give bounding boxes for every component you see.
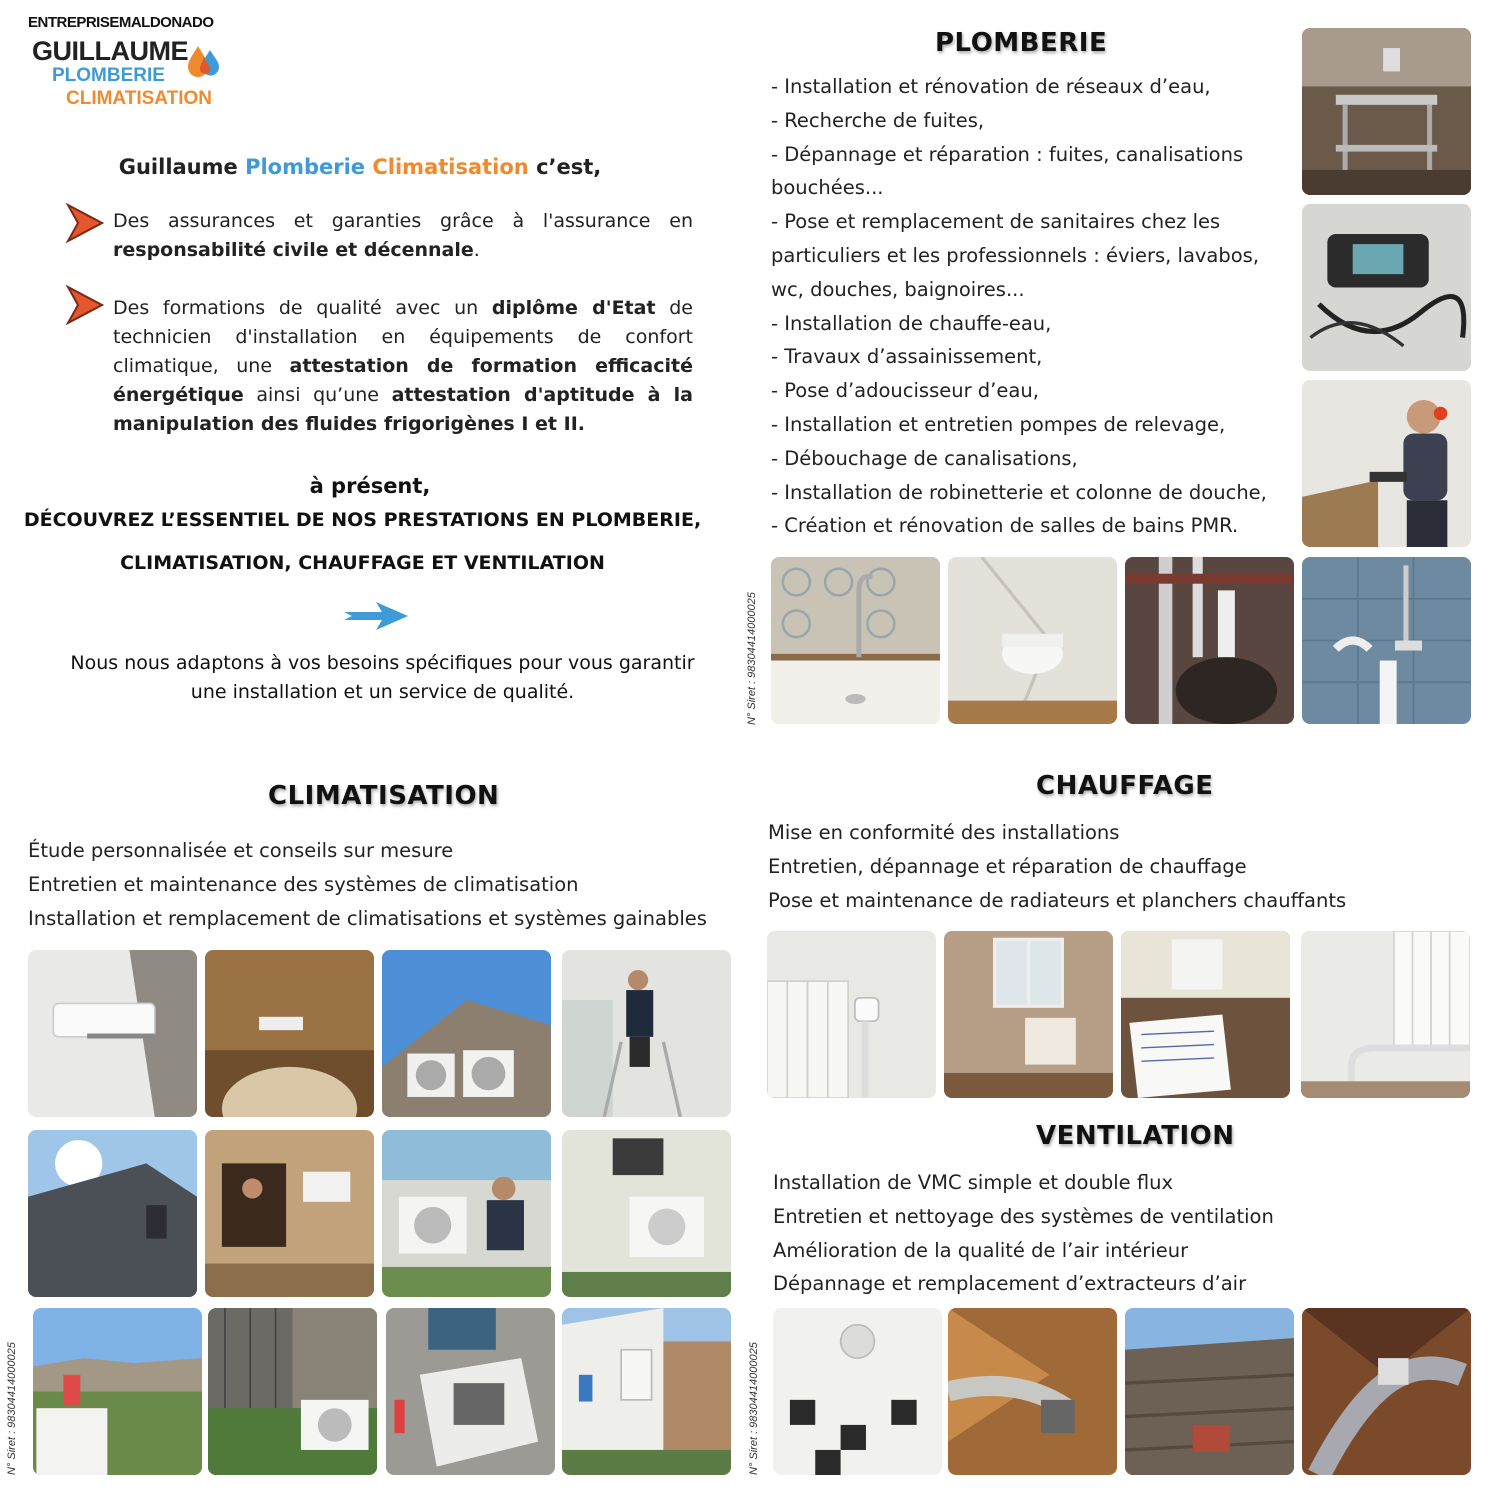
company-name: ENTREPRISEMALDONADO <box>28 14 214 31</box>
photo-old-room-ac <box>205 950 374 1117</box>
list-item: Étude personnalisée et conseils sur mesure <box>28 839 454 862</box>
photo-radiator-window <box>944 931 1113 1098</box>
discover-line-1: DÉCOUVREZ L’ESSENTIEL DE NOS PRESTATIONS EN PLOMBERIE, <box>23 509 702 531</box>
training-paragraph: Des formations de qualité avec un diplôme d'Etat de technicien d'installation en équipements de confort climatique, une attestation de formation efficacité énergétique ainsi qu’une attestation d'aptitude à la manipulation des fluides frigorigènes I et II. <box>113 297 693 435</box>
list-item: Entretien et maintenance des systèmes de climatisation <box>28 872 579 896</box>
list-item: - Pose d’adoucisseur d’eau, <box>771 379 1039 403</box>
insurance-paragraph: Des assurances et garanties grâce à l'assurance en responsabilité civile et décennale. <box>113 210 693 261</box>
photo-vmc-vent-ceiling <box>773 1308 942 1475</box>
photo-roof-tiles <box>1125 1308 1294 1475</box>
list-item: Installation et remplacement de climatisations et systèmes gainables <box>28 906 707 930</box>
list-item: Dépannage et remplacement d’extracteurs d’air <box>773 1272 1247 1296</box>
photo-pmr-shower <box>1302 557 1471 724</box>
photo-attic-ducts <box>948 1308 1117 1475</box>
intro-title: Guillaume Plomberie Climatisation c’est, <box>118 155 602 179</box>
adapt-line-1: Nous nous adaptons à vos besoins spécifiques pour vous garantir <box>70 652 695 674</box>
list-item: Mise en conformité des installations <box>768 821 1120 844</box>
list-item: Installation de VMC simple et double flux <box>773 1171 1173 1194</box>
bullet-arrow-icon <box>64 203 104 243</box>
siret-number: N° Siret : 98304414000025 <box>746 592 758 725</box>
photo-wall-hung-toilet <box>948 557 1117 724</box>
adapt-line-2: une installation et un service de qualité. <box>190 681 575 703</box>
now-heading: à présent, <box>309 474 431 498</box>
photo-unit-carcassonne-view <box>33 1308 202 1475</box>
list-item: Amélioration de la qualité de l’air intérieur <box>773 1238 1189 1262</box>
list-item: - Création et rénovation de salles de bains PMR. <box>771 514 1239 538</box>
flame-drop-logo-icon <box>184 44 222 78</box>
logo-plomberie: PLOMBERIE <box>52 65 165 86</box>
logo-climatisation: CLIMATISATION <box>66 88 212 109</box>
chauffage-list <box>768 816 1346 917</box>
photo-window-installer <box>205 1130 374 1297</box>
list-item: - Travaux d’assainissement, <box>771 345 1043 369</box>
photo-pipe-repair <box>1125 557 1294 724</box>
siret-number: N° Siret : 98304414000025 <box>6 1342 18 1475</box>
chauffage-title: CHAUFFAGE <box>1036 771 1214 801</box>
photo-radiator-pipes <box>1301 931 1470 1098</box>
photo-radiator-valve <box>767 931 936 1098</box>
photo-unit-garden <box>208 1308 377 1475</box>
logo-name: GUILLAUME <box>32 36 188 66</box>
list-item: - Installation de robinetterie et colonne de douche, <box>771 480 1267 504</box>
photo-unit-maintenance <box>386 1308 555 1475</box>
photo-house-sunlight <box>28 1130 197 1297</box>
list-item: - Dépannage et réparation : fuites, canalisations <box>771 142 1244 166</box>
list-item: - Pose et remplacement de sanitaires chez les <box>771 210 1221 234</box>
photo-worker-drilling <box>1302 380 1471 547</box>
photo-sink-faucet <box>771 557 940 724</box>
siret-number: N° Siret : 98304414000025 <box>748 1342 760 1475</box>
photo-outdoor-units-roof <box>382 950 551 1117</box>
bullet-arrow-icon <box>64 285 104 325</box>
list-item: - Installation de chauffe-eau, <box>771 311 1052 335</box>
climatisation-list <box>28 834 707 935</box>
list-item: Entretien et nettoyage des systèmes de ventilation <box>773 1204 1274 1228</box>
climatisation-title: CLIMATISATION <box>268 781 500 811</box>
ventilation-title: VENTILATION <box>1036 1121 1235 1151</box>
discover-line-2: CLIMATISATION, CHAUFFAGE ET VENTILATION <box>120 552 605 574</box>
photo-ac-indoor-unit <box>28 950 197 1117</box>
list-item: Pose et maintenance de radiateurs et planchers chauffants <box>768 888 1347 912</box>
list-item: particuliers et les professionnels : éviers, lavabos, <box>771 243 1260 267</box>
list-item: wc, douches, baignoires... <box>771 277 1025 301</box>
photo-radiator-notes <box>1121 931 1290 1098</box>
photo-unit-on-wall <box>562 1130 731 1297</box>
photo-inspection-camera <box>1302 204 1471 371</box>
plomberie-list <box>771 70 1267 543</box>
photo-plumbing-workshop <box>1302 28 1471 195</box>
photo-installer-ladder <box>562 950 731 1117</box>
arrow-right-icon <box>342 598 410 634</box>
photo-unit-facade <box>562 1308 731 1475</box>
list-item: - Installation et entretien pompes de relevage, <box>771 412 1226 436</box>
photo-attic-flex-duct <box>1302 1308 1471 1475</box>
plomberie-title: PLOMBERIE <box>935 28 1108 58</box>
list-item: - Installation et rénovation de réseaux d’eau, <box>771 75 1211 98</box>
list-item: - Débouchage de canalisations, <box>771 446 1078 470</box>
list-item: Entretien, dépannage et réparation de chauffage <box>768 854 1247 878</box>
list-item: - Recherche de fuites, <box>771 108 985 132</box>
list-item: bouchées... <box>771 176 884 200</box>
photo-outdoor-unit-technician <box>382 1130 551 1297</box>
ventilation-list <box>773 1166 1274 1301</box>
